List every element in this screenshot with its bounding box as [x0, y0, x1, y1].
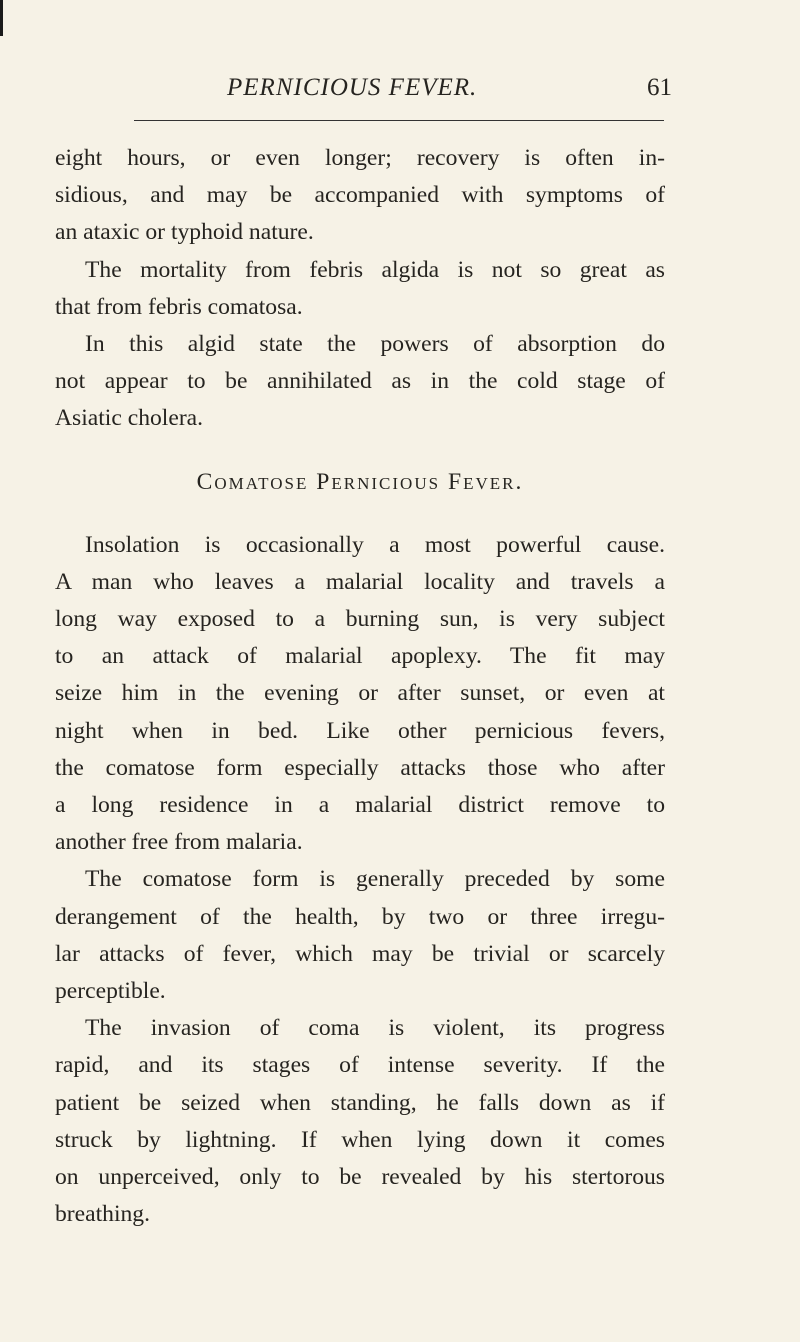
text-line: long way exposed to a burning sun, is very subject — [55, 606, 665, 633]
text-line: seize him in the evening or after sunset, or even at — [55, 680, 665, 707]
text-line: lar attacks of fever, which may be trivial or scarcely — [55, 940, 665, 967]
text-line: an ataxic or typhoid nature. — [55, 219, 314, 246]
text-line: on unperceived, only to be revealed by his stertorous — [55, 1164, 665, 1191]
paragraph-continued — [55, 140, 665, 252]
text-line: The mortality from febris algida is not so great as — [85, 256, 665, 283]
paragraph-algid-state — [55, 326, 665, 438]
text-line: sidious, and may be accompanied with symptoms of — [55, 182, 665, 209]
text-line: In this algid state the powers of absorption do — [85, 331, 665, 358]
text-line: struck by lightning. If when lying down it comes — [55, 1126, 665, 1153]
text-line: that from febris comatosa. — [55, 293, 303, 320]
text-line: The comatose form is generally preceded by some — [85, 866, 665, 893]
text-line: not appear to be annihilated as in the cold stage of — [55, 368, 665, 395]
text-line: another free from malaria. — [55, 829, 303, 856]
page-number: 61 — [647, 74, 672, 101]
text-line: rapid, and its stages of intense severity. If the — [55, 1052, 665, 1079]
text-line: perceptible. — [55, 978, 166, 1005]
paragraph-comatose-form — [55, 861, 665, 1010]
text-line: a long residence in a malarial district remove to — [55, 792, 665, 819]
text-line: the comatose form especially attacks those who after — [55, 754, 665, 781]
section-heading: Comatose Pernicious Fever. — [196, 468, 524, 495]
running-head — [52, 74, 672, 110]
text-line: to an attack of malarial apoplexy. The fit may — [55, 643, 665, 670]
running-title: PERNICIOUS FEVER. — [227, 74, 478, 101]
text-line: The invasion of coma is violent, its progress — [85, 1015, 665, 1042]
page-edge-mark — [0, 0, 3, 36]
body-text — [55, 140, 665, 1233]
paragraph-invasion — [55, 1010, 665, 1233]
text-line: Asiatic cholera. — [55, 405, 204, 432]
text-line: A man who leaves a malarial locality and travels a — [55, 568, 665, 595]
text-line: night when in bed. Like other pernicious fevers, — [55, 717, 665, 744]
header-rule — [134, 120, 664, 121]
text-line: patient be seized when standing, he falls down as if — [55, 1089, 665, 1116]
text-line: Insolation is occasionally a most powerful cause. — [85, 531, 665, 558]
paragraph-mortality — [55, 252, 665, 326]
text-line: eight hours, or even longer; recovery is often in- — [55, 145, 665, 171]
text-line: breathing. — [55, 1201, 150, 1228]
text-line: derangement of the health, by two or three irregu- — [55, 903, 665, 930]
paragraph-insolation — [55, 527, 665, 862]
